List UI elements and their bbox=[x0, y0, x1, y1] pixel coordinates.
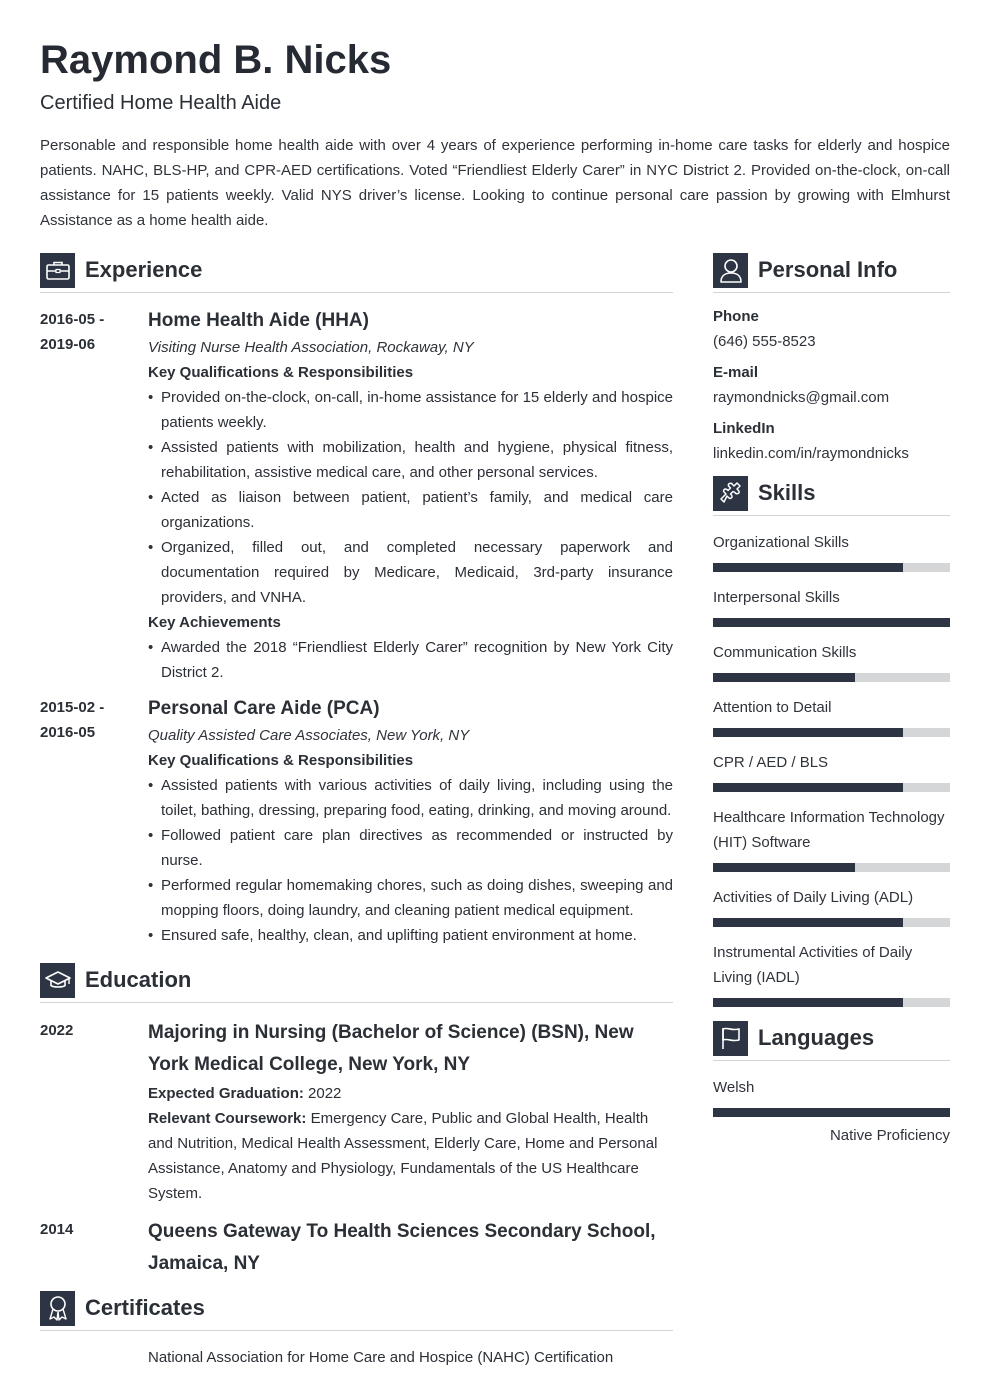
skill-item bbox=[713, 530, 950, 572]
date-start: 2016-05 - bbox=[40, 311, 105, 328]
skill-item bbox=[713, 885, 950, 927]
languages-list bbox=[713, 1075, 950, 1147]
graduation-label: Expected Graduation: bbox=[148, 1085, 304, 1102]
education-section-header bbox=[40, 962, 673, 1003]
achievements-list bbox=[148, 635, 673, 685]
skill-name: Interpersonal Skills bbox=[713, 589, 840, 606]
skill-level-bar bbox=[713, 783, 950, 792]
education-entry bbox=[40, 1017, 673, 1206]
skill-level-fill bbox=[713, 863, 855, 872]
coursework-label: Relevant Coursework: bbox=[148, 1110, 307, 1127]
list-item: • Assisted patients with various activities of daily living, including using the toilet, bathing, dressing, preparing food, eating, drinking, and moving around. bbox=[148, 773, 673, 823]
language-level-text: Native Proficiency bbox=[829, 1127, 950, 1144]
company-name: Quality Assisted Care Associates, New York, NY bbox=[148, 727, 470, 744]
date-end: 2016-05 bbox=[40, 724, 96, 741]
skill-level-bar bbox=[713, 673, 950, 682]
language-item bbox=[713, 1075, 950, 1147]
graduation-line bbox=[148, 1081, 673, 1106]
experience-dates bbox=[40, 695, 148, 948]
coursework-value: Emergency Care, Public and Global Health, Health and Nutrition, Medical Health Assessment, Elderly Care, Home and Personal Assistance, Anatomy and Physiology, Fundamentals of the US Healthcare System. bbox=[148, 1110, 658, 1202]
language-level-bar bbox=[713, 1108, 950, 1117]
phone-label: Phone bbox=[713, 308, 759, 325]
skills-list bbox=[713, 530, 950, 1007]
education-section-title: Education bbox=[85, 967, 192, 992]
school-title: Queens Gateway To Health Sciences Secondary School, Jamaica, NY bbox=[148, 1221, 656, 1274]
skill-level-fill bbox=[713, 673, 855, 682]
skill-name: Attention to Detail bbox=[713, 699, 832, 716]
list-item: • Performed regular homemaking chores, such as doing dishes, sweeping and mopping floors, doing laundry, and cleaning patient medical equipment. bbox=[148, 873, 673, 923]
skill-level-bar bbox=[713, 728, 950, 737]
graduation-cap-icon bbox=[40, 963, 75, 998]
list-item: • Organized, filled out, and completed necessary paperwork and documentation required by Medicare, Medicaid, 3rd-party insurance providers, and VNHA. bbox=[148, 535, 673, 610]
skill-item bbox=[713, 640, 950, 682]
coursework-line bbox=[148, 1106, 673, 1206]
candidate-title: Certified Home Health Aide bbox=[40, 92, 282, 114]
candidate-name: Raymond B. Nicks bbox=[40, 38, 392, 82]
list-item: • Provided on-the-clock, on-call, in-home assistance for 15 elderly and hospice patients weekly. bbox=[148, 385, 673, 435]
languages-section-title: Languages bbox=[758, 1025, 875, 1050]
skill-level-fill bbox=[713, 783, 903, 792]
skill-level-bar bbox=[713, 563, 950, 572]
left-column bbox=[40, 252, 673, 1380]
languages-section-header bbox=[713, 1020, 950, 1061]
achievements-heading: Key Achievements bbox=[148, 614, 281, 631]
skill-level-fill bbox=[713, 563, 903, 572]
skill-item bbox=[713, 585, 950, 627]
experience-entry bbox=[40, 307, 673, 685]
skill-level-bar bbox=[713, 863, 950, 872]
skill-name: Healthcare Information Technology (HIT) Software bbox=[713, 809, 945, 851]
skills-section-title: Skills bbox=[758, 480, 816, 505]
skill-level-bar bbox=[713, 918, 950, 927]
skill-level-bar bbox=[713, 998, 950, 1007]
company-name: Visiting Nurse Health Association, Rockaway, NY bbox=[148, 339, 474, 356]
skill-level-fill bbox=[713, 918, 903, 927]
list-item: • Ensured safe, healthy, clean, and uplifting patient environment at home. bbox=[148, 923, 673, 948]
briefcase-icon bbox=[40, 253, 75, 288]
responsibilities-list bbox=[148, 773, 673, 948]
skill-level-fill bbox=[713, 728, 903, 737]
skill-name: CPR / AED / BLS bbox=[713, 754, 829, 771]
linkedin-label: LinkedIn bbox=[713, 420, 775, 437]
list-item: • Followed patient care plan directives as recommended or instructed by nurse. bbox=[148, 823, 673, 873]
flag-icon bbox=[713, 1021, 748, 1056]
experience-section-header bbox=[40, 252, 673, 293]
skill-name: Communication Skills bbox=[713, 644, 857, 661]
responsibilities-heading: Key Qualifications & Responsibilities bbox=[148, 752, 414, 769]
responsibilities-heading: Key Qualifications & Responsibilities bbox=[148, 364, 414, 381]
user-icon bbox=[713, 253, 748, 288]
date-start: 2015-02 - bbox=[40, 699, 105, 716]
resume-header bbox=[40, 34, 950, 233]
list-item: • Assisted patients with mobilization, health and hygiene, physical fitness, rehabilitation, assistive medical care, and other personal services. bbox=[148, 435, 673, 485]
skill-level-fill bbox=[713, 998, 903, 1007]
email-label: E-mail bbox=[713, 364, 759, 381]
skill-name: Activities of Daily Living (ADL) bbox=[713, 889, 914, 906]
graduation-value: 2022 bbox=[308, 1085, 342, 1102]
skill-level-bar bbox=[713, 618, 950, 627]
job-title: Personal Care Aide (PCA) bbox=[148, 698, 380, 719]
education-year: 2014 bbox=[40, 1221, 74, 1238]
education-year: 2022 bbox=[40, 1022, 74, 1039]
skill-level-fill bbox=[713, 618, 950, 627]
certificate-entry bbox=[40, 1345, 673, 1370]
skill-item bbox=[713, 695, 950, 737]
skill-name: Instrumental Activities of Daily Living (IADL) bbox=[713, 944, 913, 986]
certificates-section-header bbox=[40, 1290, 673, 1331]
skill-item bbox=[713, 750, 950, 792]
email-value: raymondnicks@gmail.com bbox=[713, 389, 890, 406]
experience-section-title: Experience bbox=[85, 257, 203, 282]
summary-paragraph: Personable and responsible home health aide with over 4 years of experience performing in-home care tasks for elderly and hospice patients. NAHC, BLS-HP, and CPR-AED certifications. Voted “Friendliest Elderly Carer” in NYC District 2. Provided on-the-clock, on-call assistance for 15 patients weekly. Valid NYS driver’s license. Looking to continue personal care passion by growing with Elmhurst Assistance as a home health aide. bbox=[40, 137, 950, 229]
education-entry bbox=[40, 1216, 673, 1280]
list-item: • Awarded the 2018 “Friendliest Elderly Carer” recognition by New York City District 2. bbox=[148, 635, 673, 685]
personal-info-section-header bbox=[713, 252, 950, 293]
right-column bbox=[713, 252, 950, 1147]
linkedin-value: linkedin.com/in/raymondnicks bbox=[713, 445, 909, 462]
skill-name: Organizational Skills bbox=[713, 534, 849, 551]
degree-title: Majoring in Nursing (Bachelor of Science) (BSN), New York Medical College, New York, NY bbox=[148, 1022, 634, 1075]
skill-item bbox=[713, 940, 950, 1007]
job-title: Home Health Aide (HHA) bbox=[148, 310, 369, 331]
personal-info-section-title: Personal Info bbox=[758, 257, 898, 282]
date-end: 2019-06 bbox=[40, 336, 96, 353]
skills-section-header bbox=[713, 475, 950, 516]
experience-entry bbox=[40, 695, 673, 948]
language-level-fill bbox=[713, 1108, 950, 1117]
responsibilities-list bbox=[148, 385, 673, 610]
certificates-section-title: Certificates bbox=[85, 1295, 205, 1320]
puzzle-icon bbox=[713, 476, 748, 511]
list-item: • Acted as liaison between patient, patient’s family, and medical care organizations. bbox=[148, 485, 673, 535]
award-ribbon-icon bbox=[40, 1291, 75, 1326]
phone-value: (646) 555-8523 bbox=[713, 333, 816, 350]
certificate-name: National Association for Home Care and Hospice (NAHC) Certification bbox=[148, 1349, 614, 1366]
skill-item bbox=[713, 805, 950, 872]
experience-dates bbox=[40, 307, 148, 685]
language-name: Welsh bbox=[713, 1079, 755, 1096]
